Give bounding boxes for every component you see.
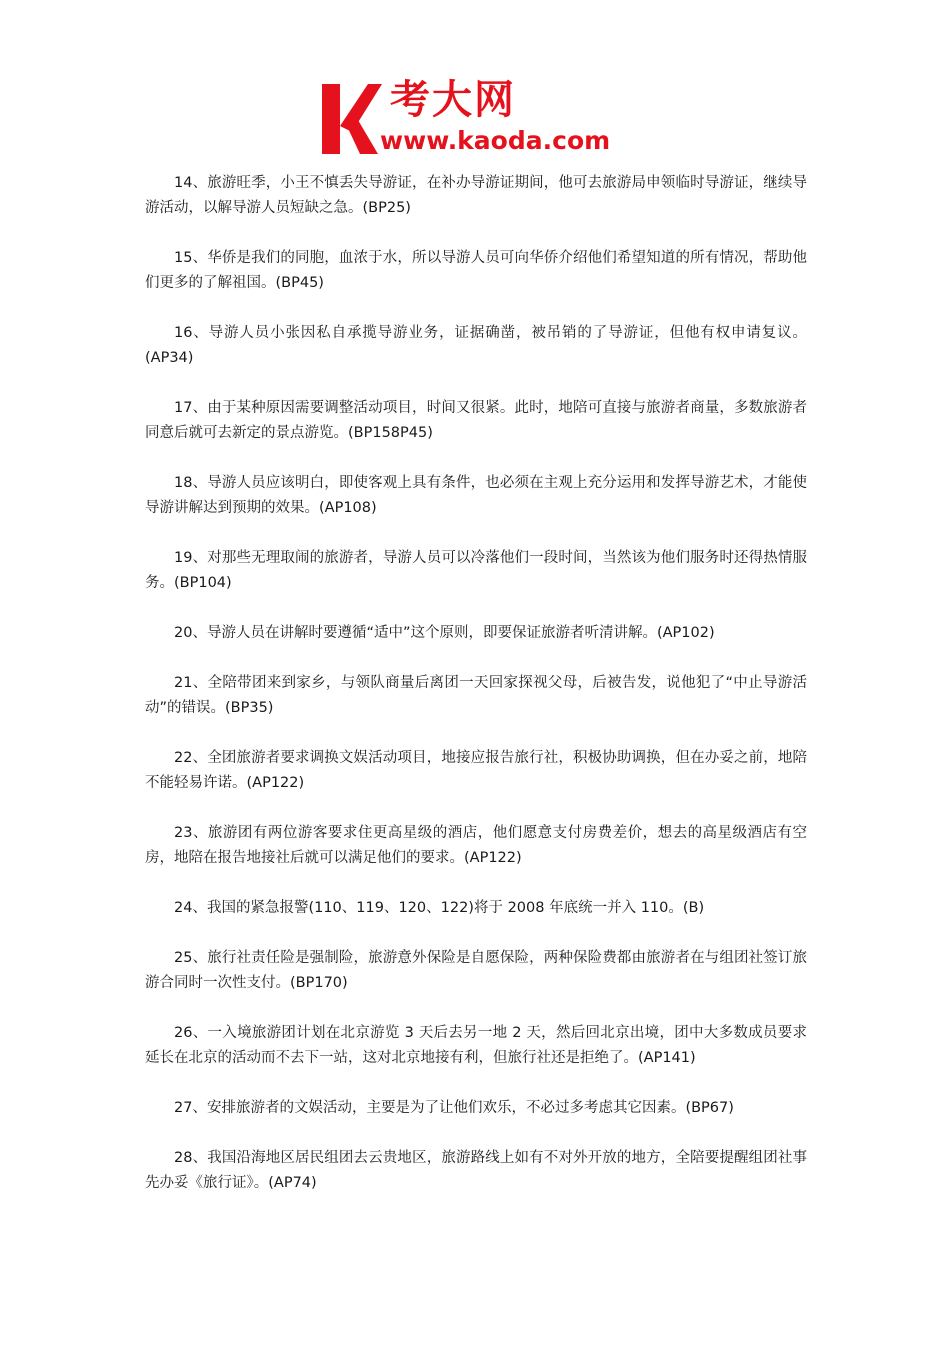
question-14: 14、旅游旺季，小王不慎丢失导游证，在补办导游证期间，他可去旅游局申领临时导游证，继续导游活动，以解导游人员短缺之急。(BP25) xyxy=(145,175,807,216)
kaoda-k-logo-icon xyxy=(318,80,384,156)
question-19: 19、对那些无理取闹的旅游者，导游人员可以冷落他们一段时间，当然该为他们服务时还得热情服务。(BP104) xyxy=(145,550,807,591)
question-16: 16、导游人员小张因私自承揽导游业务，证据确凿，被吊销的了导游证，但他有权申请复议。(AP34) xyxy=(145,325,807,366)
question-23: 23、旅游团有两位游客要求住更高星级的酒店，他们愿意支付房费差价，想去的高星级酒店有空房，地陪在报告地接社后就可以满足他们的要求。(AP122) xyxy=(145,825,807,866)
question-28: 28、我国沿海地区居民组团去云贵地区，旅游路线上如有不对外开放的地方，全陪要提醒组团社事先办妥《旅行证》。(AP74) xyxy=(145,1150,807,1191)
question-17: 17、由于某种原因需要调整活动项目，时间又很紧。此时，地陪可直接与旅游者商量，多数旅游者同意后就可去新定的景点游览。(BP158P45) xyxy=(145,400,807,441)
question-25: 25、旅行社责任险是强制险，旅游意外保险是自愿保险，两种保险费都由旅游者在与组团社签订旅游合同时一次性支付。(BP170) xyxy=(145,950,807,991)
question-21: 21、全陪带团来到家乡，与领队商量后离团一天回家探视父母，后被告发，说他犯了“中止导游活动”的错误。(BP35) xyxy=(145,675,807,716)
question-26: 26、一入境旅游团计划在北京游览 3 天后去另一地 2 天，然后回北京出境，团中大多数成员要求延长在北京的活动而不去下一站，这对北京地接有利，但旅行社还是拒绝了。(AP141) xyxy=(145,1025,807,1066)
document-body xyxy=(145,171,807,1221)
logo-url-text: www.kaoda.com xyxy=(380,126,611,155)
question-22: 22、全团旅游者要求调换文娱活动项目，地接应报告旅行社，积极协助调换，但在办妥之前，地陪不能轻易许诺。(AP122) xyxy=(145,750,807,791)
kaoda-logo xyxy=(318,77,638,160)
question-24: 24、我国的紧急报警(110、119、120、122)将于 2008 年底统一并入 110。(B) xyxy=(174,900,705,916)
question-15: 15、华侨是我们的同胞，血浓于水，所以导游人员可向华侨介绍他们希望知道的所有情况，帮助他们更多的了解祖国。(BP45) xyxy=(145,250,807,291)
question-20: 20、导游人员在讲解时要遵循“适中”这个原则，即要保证旅游者听清讲解。(AP102) xyxy=(174,625,715,641)
question-18: 18、导游人员应该明白，即使客观上具有条件，也必须在主观上充分运用和发挥导游艺术，才能使导游讲解达到预期的效果。(AP108) xyxy=(145,475,807,516)
logo-brand-text: 考大网 xyxy=(390,77,516,123)
question-27: 27、安排旅游者的文娱活动，主要是为了让他们欢乐，不必过多考虑其它因素。(BP67) xyxy=(174,1100,734,1116)
